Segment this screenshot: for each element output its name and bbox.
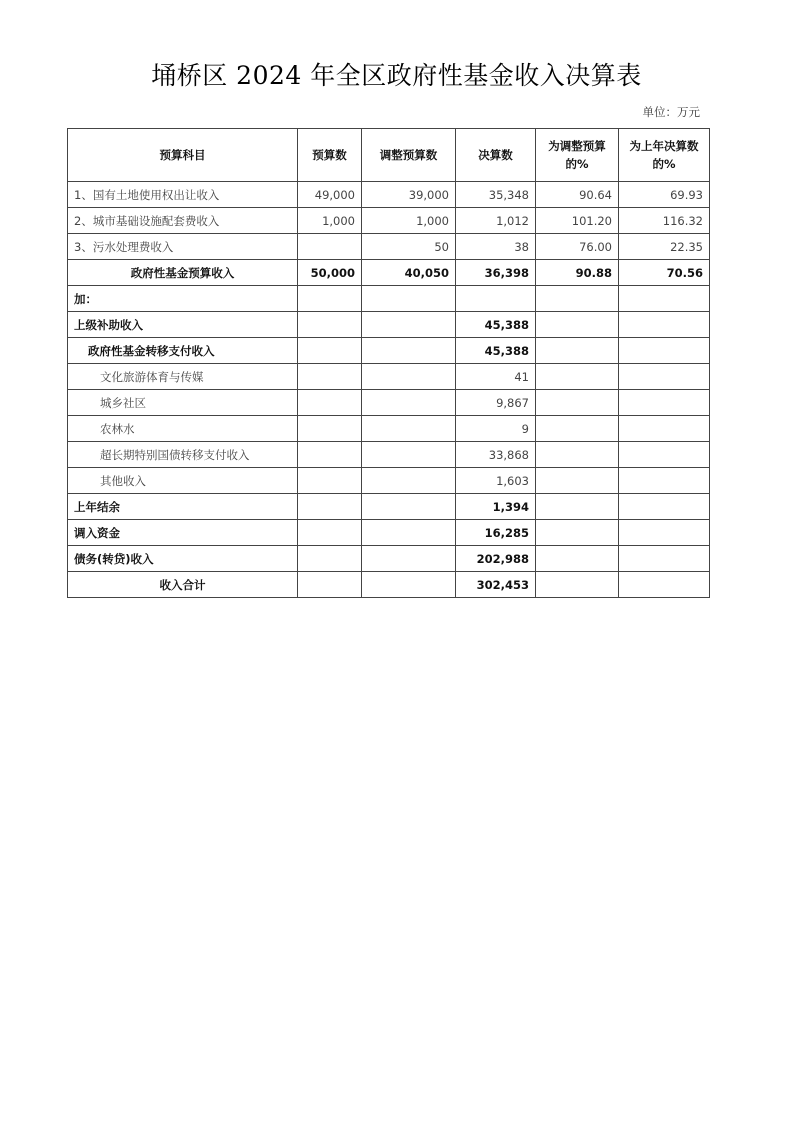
table-row (68, 468, 710, 494)
cell-budget (298, 364, 362, 390)
cell-final: 1,012 (456, 208, 536, 234)
cell-final: 35,348 (456, 182, 536, 208)
table-row (68, 182, 710, 208)
cell-pct-adjusted (536, 468, 619, 494)
cell-adjusted (362, 416, 456, 442)
cell-pct-adjusted (536, 520, 619, 546)
cell-adjusted (362, 468, 456, 494)
cell-pct-adjusted: 90.64 (536, 182, 619, 208)
cell-subject: 债务(转贷)收入 (68, 546, 298, 572)
cell-budget (298, 234, 362, 260)
cell-pct-adjusted (536, 364, 619, 390)
cell-pct-last-year (619, 286, 710, 312)
cell-final: 45,388 (456, 312, 536, 338)
header-pct-adjusted: 为调整预算的% (536, 129, 619, 182)
cell-final: 1,603 (456, 468, 536, 494)
cell-final: 36,398 (456, 260, 536, 286)
cell-pct-adjusted: 101.20 (536, 208, 619, 234)
cell-budget: 49,000 (298, 182, 362, 208)
cell-pct-last-year (619, 468, 710, 494)
cell-pct-last-year (619, 442, 710, 468)
cell-pct-adjusted (536, 338, 619, 364)
cell-subject: 政府性基金预算收入 (68, 260, 298, 286)
cell-final (456, 286, 536, 312)
cell-budget: 1,000 (298, 208, 362, 234)
cell-subject: 3、污水处理费收入 (68, 234, 298, 260)
cell-adjusted (362, 572, 456, 598)
cell-pct-last-year: 116.32 (619, 208, 710, 234)
unit-label: 单位：万元 (642, 105, 700, 119)
cell-pct-last-year (619, 312, 710, 338)
table-row-subtotal (68, 260, 710, 286)
cell-adjusted: 50 (362, 234, 456, 260)
cell-budget (298, 312, 362, 338)
cell-subject: 加： (68, 286, 298, 312)
table-row (68, 546, 710, 572)
cell-subject: 农林水 (68, 416, 298, 442)
table-row-total (68, 572, 710, 598)
table-row (68, 364, 710, 390)
page-title: 埇桥区 2024 年全区政府性基金收入决算表 (151, 61, 642, 90)
cell-final: 302,453 (456, 572, 536, 598)
cell-pct-adjusted (536, 416, 619, 442)
cell-budget (298, 546, 362, 572)
header-adjusted: 调整预算数 (362, 129, 456, 182)
table-row (68, 286, 710, 312)
cell-subject: 文化旅游体育与传媒 (68, 364, 298, 390)
cell-adjusted (362, 546, 456, 572)
header-pct-last-year: 为上年决算数的% (619, 129, 710, 182)
cell-final: 9 (456, 416, 536, 442)
table-row (68, 390, 710, 416)
cell-subject: 1、国有土地使用权出让收入 (68, 182, 298, 208)
cell-pct-last-year (619, 494, 710, 520)
cell-final: 45,388 (456, 338, 536, 364)
cell-pct-adjusted (536, 546, 619, 572)
cell-pct-last-year: 22.35 (619, 234, 710, 260)
table-row (68, 234, 710, 260)
table-row (68, 416, 710, 442)
cell-subject: 其他收入 (68, 468, 298, 494)
table-header-row (68, 129, 710, 182)
cell-adjusted (362, 494, 456, 520)
cell-budget (298, 416, 362, 442)
cell-subject: 城乡社区 (68, 390, 298, 416)
cell-budget: 50,000 (298, 260, 362, 286)
cell-budget (298, 572, 362, 598)
cell-final: 9,867 (456, 390, 536, 416)
cell-budget (298, 494, 362, 520)
cell-final: 16,285 (456, 520, 536, 546)
cell-pct-adjusted: 76.00 (536, 234, 619, 260)
table-row (68, 338, 710, 364)
cell-subject: 上年结余 (68, 494, 298, 520)
cell-final: 1,394 (456, 494, 536, 520)
cell-pct-last-year (619, 338, 710, 364)
cell-pct-last-year (619, 416, 710, 442)
cell-adjusted (362, 312, 456, 338)
cell-pct-adjusted (536, 572, 619, 598)
table-row (68, 442, 710, 468)
header-subject: 预算科目 (68, 129, 298, 182)
cell-adjusted: 1,000 (362, 208, 456, 234)
cell-subject: 2、城市基础设施配套费收入 (68, 208, 298, 234)
cell-pct-adjusted (536, 312, 619, 338)
cell-pct-adjusted (536, 286, 619, 312)
cell-adjusted: 40,050 (362, 260, 456, 286)
cell-pct-last-year: 70.56 (619, 260, 710, 286)
table-row (68, 494, 710, 520)
cell-subject: 收入合计 (68, 572, 298, 598)
cell-budget (298, 442, 362, 468)
cell-subject: 超长期特别国债转移支付收入 (68, 442, 298, 468)
revenue-table (67, 128, 710, 598)
cell-pct-adjusted (536, 442, 619, 468)
cell-budget (298, 520, 362, 546)
cell-final: 41 (456, 364, 536, 390)
cell-adjusted (362, 520, 456, 546)
cell-final: 33,868 (456, 442, 536, 468)
header-final: 决算数 (456, 129, 536, 182)
table-row (68, 312, 710, 338)
cell-pct-last-year (619, 572, 710, 598)
cell-budget (298, 338, 362, 364)
cell-subject: 上级补助收入 (68, 312, 298, 338)
cell-pct-last-year (619, 546, 710, 572)
cell-pct-adjusted (536, 494, 619, 520)
cell-adjusted: 39,000 (362, 182, 456, 208)
cell-budget (298, 390, 362, 416)
cell-budget (298, 468, 362, 494)
table-row (68, 208, 710, 234)
cell-final: 202,988 (456, 546, 536, 572)
cell-pct-adjusted: 90.88 (536, 260, 619, 286)
cell-pct-last-year: 69.93 (619, 182, 710, 208)
cell-pct-last-year (619, 364, 710, 390)
cell-pct-adjusted (536, 390, 619, 416)
cell-adjusted (362, 364, 456, 390)
cell-pct-last-year (619, 520, 710, 546)
cell-final: 38 (456, 234, 536, 260)
cell-adjusted (362, 390, 456, 416)
cell-adjusted (362, 338, 456, 364)
cell-pct-last-year (619, 390, 710, 416)
cell-adjusted (362, 286, 456, 312)
header-budget: 预算数 (298, 129, 362, 182)
cell-subject: 调入资金 (68, 520, 298, 546)
table-row (68, 520, 710, 546)
cell-adjusted (362, 442, 456, 468)
cell-subject: 政府性基金转移支付收入 (68, 338, 298, 364)
cell-budget (298, 286, 362, 312)
